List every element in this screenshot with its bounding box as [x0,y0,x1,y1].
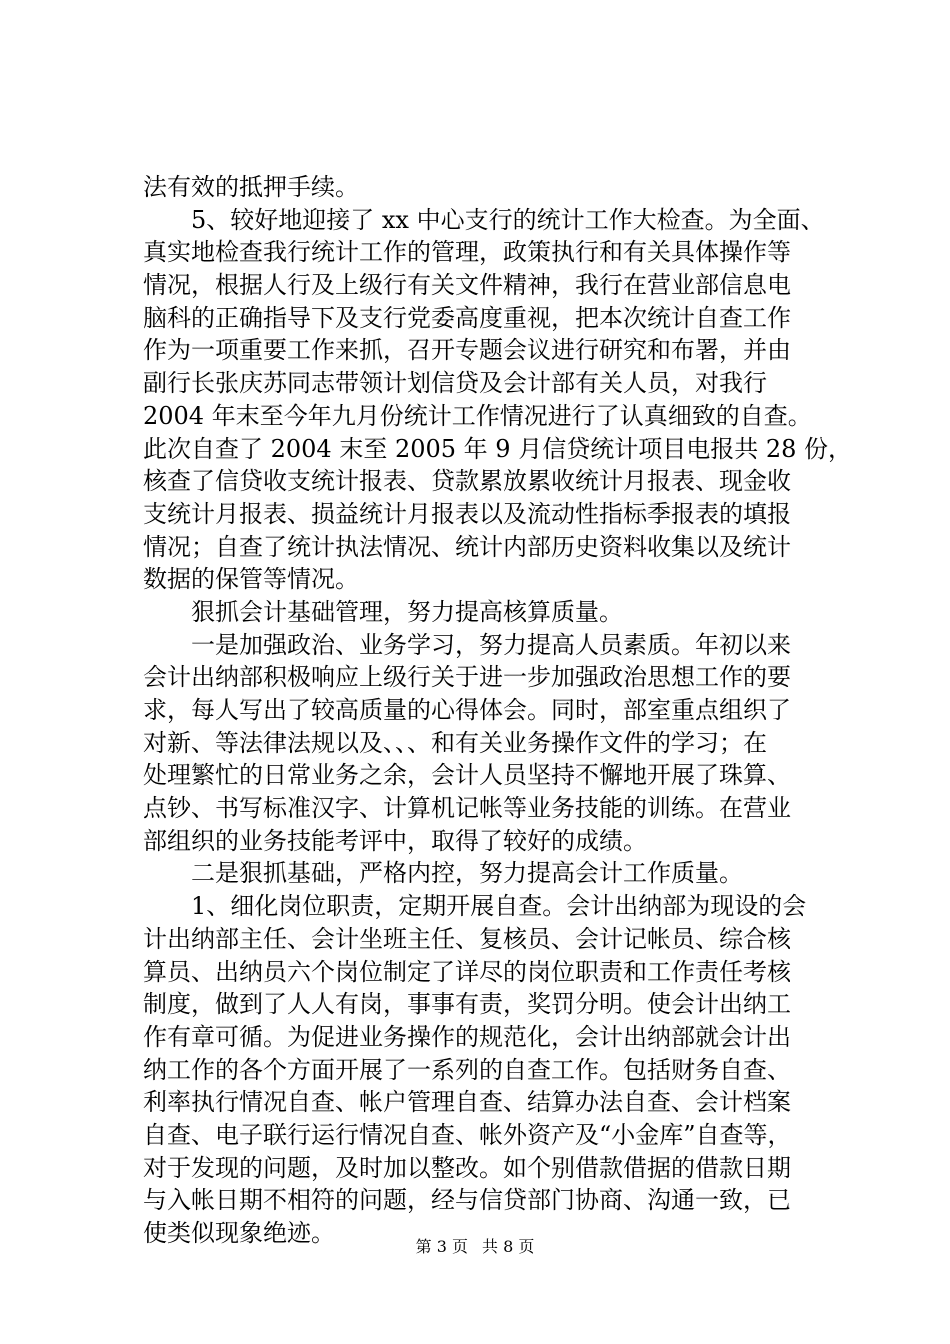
text-line: 真实地检查我行统计工作的管理，政策执行和有关具体操作等 [143,238,791,267]
text-line: 数据的保管等情况。 [143,565,359,594]
text-line: 求，每人写出了较高质量的心得体会。同时，部室重点组织了 [143,696,791,724]
text-line: 一是加强政治、业务学习，努力提高人员素质。年初以来 [191,630,791,659]
text-line: 副行长张庆苏同志带领计划信贷及会计部有关人员，对我行 [143,369,767,398]
text-line: 狠抓会计基础管理，努力提高核算质量。 [191,597,623,626]
text-line: 支统计月报表、损益统计月报表以及流动性指标季报表的填报 [143,499,791,528]
text-line: 法有效的抵押手续。 [143,173,359,201]
text-line: 纳工作的各个方面开展了一系列的自查工作。包括财务自查、 [143,1055,791,1084]
text-line: 情况；自查了统计执法情况、统计内部历史资料收集以及统计 [143,532,791,561]
text-line: 脑科的正确指导下及支行党委高度重视，把本次统计自查工作 [143,303,791,332]
text-line: 2004 年末至今年九月份统计工作情况进行了认真细致的自查。 [143,401,812,430]
text-line: 算员、出纳员六个岗位制定了详尽的岗位职责和工作责任考核 [143,957,791,986]
text-line: 制度，做到了人人有岗，事事有责，奖罚分明。使会计出纳工 [143,990,791,1019]
current-page-number: 第 3 页 [415,1237,468,1256]
text-line: 利率执行情况自查、帐户管理自查、结算办法自查、会计档案 [143,1088,791,1117]
text-line: 计出纳部主任、会计坐班主任、复核员、会计记帐员、综合核 [143,924,791,953]
text-line: 情况，根据人行及上级行有关文件精神，我行在营业部信息电 [143,271,791,300]
total-page-count: 共 8 页 [482,1237,535,1256]
text-line: 部组织的业务技能考评中，取得了较好的成绩。 [143,826,647,855]
text-line: 5、较好地迎接了 xx 中心支行的统计工作大检查。为全面、 [191,205,825,234]
text-line: 自查、电子联行运行情况自查、帐外资产及“小金库”自查等， [143,1120,792,1149]
text-line: 处理繁忙的日常业务之余，会计人员坚持不懈地开展了珠算、 [143,761,791,790]
text-line: 1、细化岗位职责，定期开展自查。会计出纳部为现设的会 [191,892,807,921]
text-line: 会计出纳部积极响应上级行关于进一步加强政治思想工作的要 [143,663,791,692]
page-footer [0,1234,950,1257]
text-line: 对新、等法律法规以及、、、和有关业务操作文件的学习；在 [143,728,767,757]
text-line: 点钞、书写标准汉字、计算机记帐等业务技能的训练。在营业 [143,794,791,823]
document-body [143,171,852,1250]
text-line: 核查了信贷收支统计报表、贷款累放累收统计月报表、现金收 [143,467,791,496]
text-line: 二是狠抓基础，严格内控，努力提高会计工作质量。 [191,859,743,888]
text-line: 作为一项重要工作来抓，召开专题会议进行研究和布署，并由 [143,336,791,365]
text-line: 此次自查了 2004 末至 2005 年 9 月信贷统计项目电报共 28 份， [143,434,852,463]
text-line: 对于发现的问题，及时加以整改。如个别借款借据的借款日期 [143,1153,791,1182]
text-line: 与入帐日期不相符的问题，经与信贷部门协商、沟通一致，已 [143,1186,791,1215]
text-line: 使类似现象绝迹。 [143,1219,335,1247]
text-line: 作有章可循。为促进业务操作的规范化，会计出纳部就会计出 [143,1022,791,1051]
